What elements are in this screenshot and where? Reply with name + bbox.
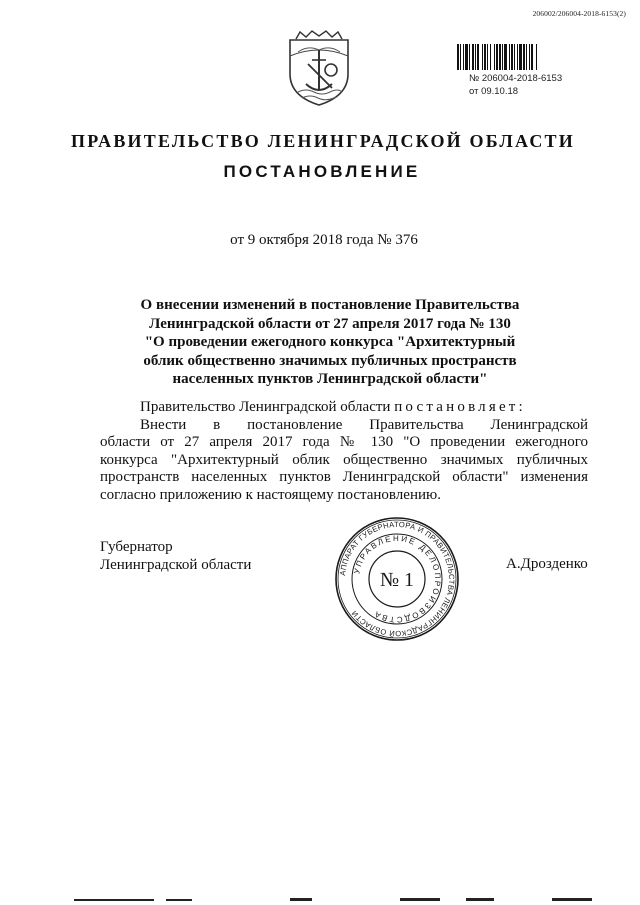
scan-edge-marks [0, 893, 640, 905]
stamp-outer-text: АППАРАТ ГУБЕРНАТОРА И ПРАВИТЕЛЬСТВА ЛЕНИНГРАДСКОЙ ОБЛАСТИ [338, 519, 457, 639]
barcode-bar [509, 44, 510, 70]
document-reference-code: 206002/206004-2018-6153(2) [532, 9, 626, 18]
barcode-bar [496, 44, 498, 70]
stamp-inner-text: УПРАВЛЕНИЕ ДЕЛОПРОИЗВОДСТВА [352, 533, 443, 625]
barcode-bar [502, 44, 503, 70]
barcode-bar [465, 44, 468, 70]
preamble-start: Правительство Ленинградской области [140, 399, 395, 415]
barcode-bar [523, 44, 525, 70]
registration-number: № 206004-2018-6153 [469, 73, 563, 84]
barcode-bar [494, 44, 495, 70]
coat-of-arms-emblem [286, 30, 352, 108]
barcode-bar [482, 44, 483, 70]
barcode-bar [519, 44, 522, 70]
document-heading [130, 296, 530, 389]
registration-date: от 09.10.18 [469, 86, 519, 97]
official-stamp [334, 516, 460, 642]
government-title: ПРАВИТЕЛЬСТВО ЛЕНИНГРАДСКОЙ ОБЛАСТИ [71, 131, 575, 151]
preamble [100, 399, 588, 417]
signer-title-line: Губернатор [100, 539, 173, 555]
barcode-bar [536, 44, 537, 70]
barcode-bar [463, 44, 464, 70]
heading-line: "О проведении ежегодного конкурса "Архитектурный [144, 334, 516, 350]
barcode-bar [487, 44, 488, 70]
barcode-bar [514, 44, 515, 70]
barcode-bar [472, 44, 474, 70]
barcode-bar [490, 44, 491, 70]
signer-name: А.Дрозденко [506, 556, 588, 572]
heading-line: Ленинградской области от 27 апреля 2017 года № 130 [149, 315, 511, 332]
document-type-title: ПОСТАНОВЛЕНИЕ [223, 162, 421, 181]
barcode-bar [484, 44, 486, 70]
barcode-bar [504, 44, 507, 70]
preamble-spaced: постановляет: [394, 399, 526, 415]
document-body [100, 399, 588, 504]
registration-barcode [457, 44, 591, 70]
barcode-bar [469, 44, 470, 70]
barcode-bar [475, 44, 476, 70]
heading-line: облик общественно значимых публичных пространств [143, 352, 517, 369]
barcode-bar [499, 44, 501, 70]
body-line: согласно приложению к настоящему постановлению. [100, 486, 441, 503]
barcode-bar [457, 44, 459, 70]
body-line: Внести в постановление Правительства Ленинградской [140, 416, 588, 433]
barcode-bar [511, 44, 513, 70]
barcode-bar [526, 44, 527, 70]
barcode-bar [531, 44, 533, 70]
body-line: области от 27 апреля 2017 года № 130 "О проведении ежегодного [100, 434, 588, 450]
heading-line: населенных пунктов Ленинградской области" [172, 371, 488, 387]
signer-title-line: Ленинградской области [100, 557, 252, 573]
body-line: конкурса "Архитектурный облик общественно значимых публичных [100, 451, 588, 468]
stamp-center-text: № 1 [379, 569, 415, 591]
signer-title [100, 538, 251, 574]
barcode-bar [529, 44, 530, 70]
barcode-bar [477, 44, 479, 70]
document-date-number: от 9 октября 2018 года № 376 [230, 232, 418, 248]
barcode-bar [460, 44, 461, 70]
heading-line: О внесении изменений в постановление Правительства [140, 297, 520, 313]
barcode-bar [517, 44, 518, 70]
body-line: пространств населенных пунктов Ленинградской области" изменения [100, 469, 588, 485]
